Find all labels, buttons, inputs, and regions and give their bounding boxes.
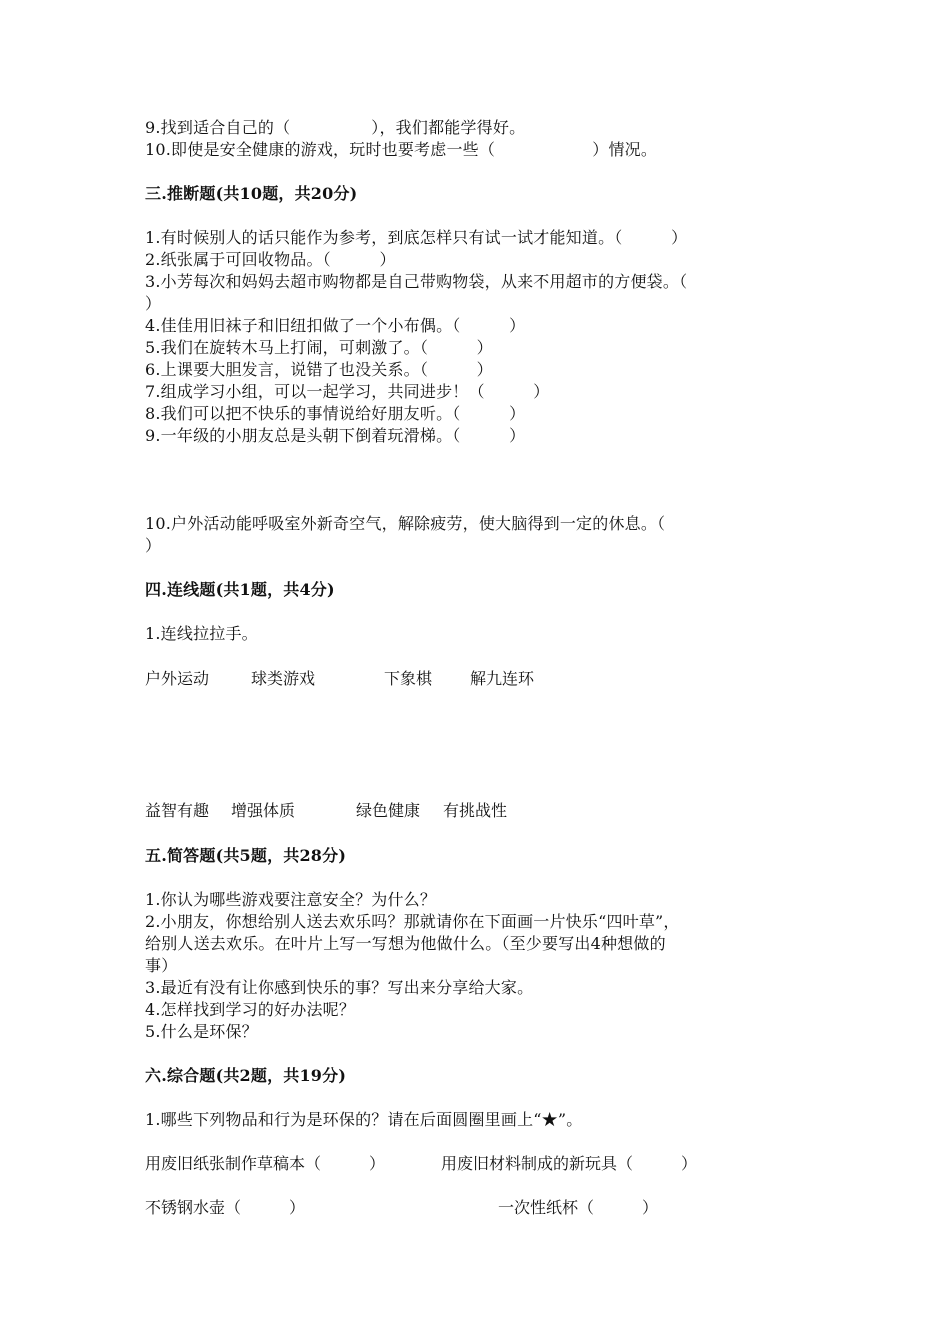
- matching-question: 1.连线拉拉手。: [145, 624, 258, 643]
- judge-item-3: 3.小芳每次和妈妈去超市购物都是自己带购物袋，从来不用超市的方便袋。（: [145, 272, 688, 291]
- short-item-1: 1.你认为哪些游戏要注意安全？为什么？: [145, 890, 437, 909]
- short-item-4: 4.怎样找到学习的好办法呢？: [145, 1000, 356, 1019]
- judge-item-1: 1.有时候别人的话只能作为参考，到底怎样只有试一试才能知道。（ ）: [145, 228, 688, 247]
- match-top-1: 户外运动: [145, 669, 210, 688]
- fill-item-10: 10.即使是安全健康的游戏，玩时也要考虑一些（ ）情况。: [145, 140, 658, 159]
- eco-option-1: 用废旧纸张制作草稿本（ ）: [145, 1154, 386, 1173]
- short-item-2-end: 事）: [145, 956, 178, 975]
- judge-item-5: 5.我们在旋转木马上打闹，可刺激了。（ ）: [145, 338, 493, 357]
- judge-item-10-cont: ）: [145, 536, 162, 555]
- judge-item-6: 6.上课要大胆发言，说错了也没关系。（ ）: [145, 360, 493, 379]
- match-top-4: 解九连环: [470, 669, 535, 688]
- short-item-2-cont: 给别人送去欢乐。在叶片上写一写想为他做什么。（至少要写出4种想做的: [145, 934, 666, 953]
- short-item-3: 3.最近有没有让你感到快乐的事？写出来分享给大家。: [145, 978, 534, 997]
- section-5-title: 五.简答题(共5题，共28分): [145, 846, 347, 865]
- fill-item-9: 9.找到适合自己的（ ），我们都能学得好。: [145, 118, 526, 137]
- match-top-2: 球类游戏: [251, 669, 316, 688]
- judge-item-10: 10.户外活动能呼吸室外新奇空气，解除疲劳，使大脑得到一定的休息。（: [145, 514, 666, 533]
- judge-item-4: 4.佳佳用旧袜子和旧纽扣做了一个小布偶。（ ）: [145, 316, 526, 335]
- short-item-2: 2.小朋友，你想给别人送去欢乐吗？那就请你在下面画一片快乐“四叶草”，: [145, 912, 680, 931]
- section-6-title: 六.综合题(共2题，共19分): [145, 1066, 347, 1085]
- match-bottom-2: 增强体质: [231, 801, 296, 820]
- eco-option-4: 一次性纸杯（ ）: [498, 1198, 659, 1217]
- composite-question: 1.哪些下列物品和行为是环保的？请在后面圆圈里画上“★”。: [145, 1110, 583, 1129]
- judge-item-3-cont: ）: [145, 294, 162, 313]
- judge-item-2: 2.纸张属于可回收物品。（ ）: [145, 250, 396, 269]
- match-bottom-1: 益智有趣: [145, 801, 210, 820]
- judge-item-8: 8.我们可以把不快乐的事情说给好朋友听。（ ）: [145, 404, 526, 423]
- eco-option-2: 用废旧材料制成的新玩具（ ）: [441, 1154, 698, 1173]
- section-3-title: 三.推断题(共10题，共20分): [145, 184, 358, 203]
- judge-item-9: 9.一年级的小朋友总是头朝下倒着玩滑梯。（ ）: [145, 426, 526, 445]
- match-bottom-3: 绿色健康: [356, 801, 421, 820]
- short-item-5: 5.什么是环保？: [145, 1022, 258, 1041]
- eco-option-3: 不锈钢水壶（ ）: [145, 1198, 306, 1217]
- judge-item-7: 7.组成学习小组，可以一起学习，共同进步！（ ）: [145, 382, 550, 401]
- section-4-title: 四.连线题(共1题，共4分): [145, 580, 335, 599]
- match-top-3: 下象棋: [384, 669, 433, 688]
- match-bottom-4: 有挑战性: [443, 801, 508, 820]
